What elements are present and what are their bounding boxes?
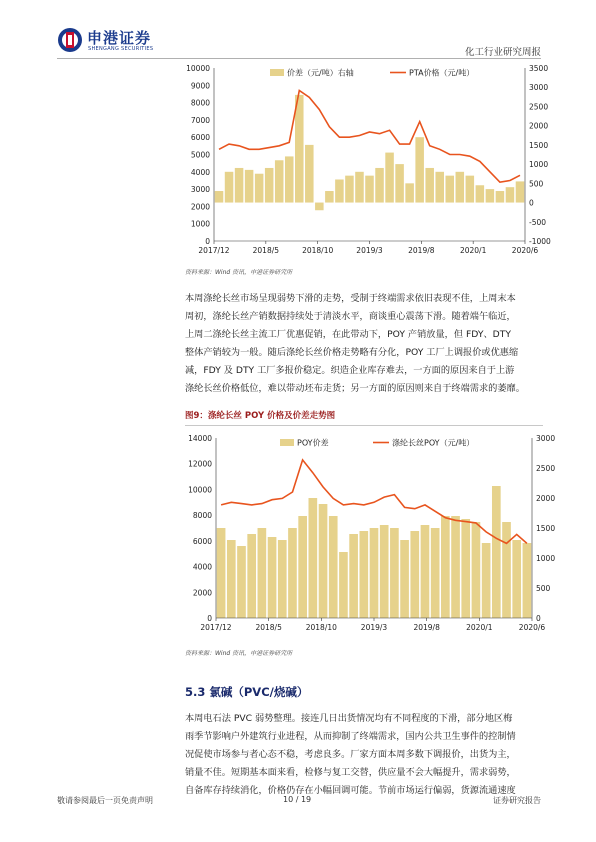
- left-tick-label: 4000: [190, 167, 210, 177]
- x-tick-label: 2020/6: [518, 623, 546, 632]
- spread-bar: [451, 516, 460, 618]
- pta-price-spread-chart: [180, 60, 560, 260]
- left-tick-label: 7000: [190, 115, 210, 125]
- left-tick-label: 14000: [188, 434, 212, 443]
- spread-bar: [215, 191, 224, 203]
- spread-bar: [375, 168, 384, 203]
- company-name: 申港证券: [87, 29, 152, 47]
- spread-bar: [217, 528, 226, 618]
- right-tick-label: 1500: [536, 524, 556, 533]
- poy-price-spread-chart: [180, 428, 560, 638]
- figure8-source: 资料来源：Wind 资讯，申港证券研究所: [185, 269, 293, 276]
- left-tick-label: 4000: [192, 562, 212, 572]
- paragraph-pvc: [185, 710, 545, 800]
- right-tick-label: 500: [536, 584, 551, 593]
- right-tick-label: 1500: [529, 140, 549, 150]
- spread-bar: [385, 153, 394, 203]
- left-tick-label: 2000: [190, 202, 210, 212]
- spread-bar: [247, 534, 256, 618]
- spread-bar: [355, 172, 364, 203]
- spread-bar: [482, 543, 491, 618]
- paragraph-polyester: [185, 290, 545, 398]
- figure9-title: 图9：涤纶长丝 POY 价格及价差走势图: [185, 411, 336, 421]
- legend-bar-swatch: [280, 439, 294, 446]
- right-tick-label: 0: [536, 614, 541, 623]
- spread-bar: [315, 203, 324, 211]
- text-line: 涤纶长丝价格低位，难以带动坯布走货；另一方面的原因则来自于终端需求的萎靡。: [185, 383, 525, 394]
- spread-bar: [512, 540, 521, 618]
- left-tick-label: 9000: [190, 81, 210, 91]
- x-tick-label: 2019/3: [360, 623, 388, 632]
- spread-bar: [425, 168, 434, 203]
- spread-bar: [235, 168, 244, 203]
- spread-bar: [370, 528, 379, 618]
- spread-bar: [325, 191, 334, 203]
- spread-bar: [288, 528, 297, 618]
- legend-bar-swatch: [270, 69, 284, 76]
- spread-bar: [329, 516, 338, 618]
- left-tick-label: 10000: [188, 485, 212, 495]
- page-number: 10 / 19: [283, 795, 312, 804]
- right-tick-label: 2000: [536, 494, 556, 503]
- footer-report-type: 证券研究报告: [493, 796, 541, 805]
- left-tick-label: 2000: [192, 588, 212, 598]
- x-tick-label: 2018/10: [302, 246, 334, 255]
- spread-bar: [496, 191, 505, 203]
- spread-bar: [400, 540, 409, 618]
- spread-bar: [395, 164, 404, 202]
- right-tick-label: 0: [529, 198, 534, 208]
- x-tick-label: 2019/3: [356, 246, 383, 255]
- spread-bar: [319, 504, 328, 618]
- right-tick-label: 2500: [536, 464, 556, 473]
- right-tick-label: 3000: [536, 434, 556, 443]
- right-tick-label: 1000: [529, 160, 549, 170]
- spread-bar: [245, 170, 254, 203]
- spread-bar: [349, 534, 358, 618]
- left-tick-label: 6000: [190, 133, 210, 143]
- spread-bar: [295, 95, 304, 203]
- x-tick-label: 2017/12: [198, 246, 230, 255]
- x-tick-label: 2020/1: [459, 246, 487, 255]
- text-line: 销量不佳。短期基本面来看，检修与复工交替，供应量不会大幅提升，需求弱势，: [185, 767, 516, 778]
- x-tick-label: 2018/10: [305, 623, 337, 632]
- right-tick-label: 3500: [529, 64, 549, 73]
- spread-bar: [268, 537, 277, 618]
- spread-bar: [309, 498, 318, 618]
- text-line: 雨季节影响户外建筑行业进程，从而抑制了终端需求，国内公共卫生事件的控制情: [185, 731, 516, 742]
- right-tick-label: -500: [529, 217, 547, 227]
- right-tick-label: 1000: [536, 554, 556, 563]
- spread-bar: [461, 519, 470, 618]
- right-tick-label: 500: [529, 179, 544, 189]
- spread-bar: [492, 486, 501, 618]
- spread-bar: [415, 137, 424, 202]
- spread-bar: [225, 172, 234, 203]
- left-tick-label: 3000: [190, 185, 210, 195]
- left-tick-label: 10000: [186, 64, 210, 73]
- x-tick-label: 2018/5: [252, 246, 280, 255]
- spread-bar: [472, 522, 481, 618]
- spread-bar: [227, 540, 236, 618]
- legend-line-label: PTA价格（元/吨）: [409, 68, 475, 78]
- price-line: [219, 91, 520, 183]
- right-tick-label: -1000: [529, 237, 551, 246]
- text-line: 本周电石法 PVC 弱势整理。接连几日出货情况均有不同程度的下滑，部分地区梅: [185, 713, 513, 724]
- spread-bar: [486, 189, 495, 202]
- report-type: 化工行业研究周报: [464, 47, 541, 58]
- spread-bar: [265, 168, 274, 203]
- text-line: 周初，涤纶长丝产销数据持续处于清淡水平，商谈重心震荡下滑。随着端午临近，: [185, 311, 516, 322]
- spread-bar: [435, 172, 444, 203]
- spread-bar: [305, 145, 314, 203]
- legend-line-label: 涤纶长丝POY（元/吨）: [392, 438, 475, 448]
- left-tick-label: 0: [207, 614, 212, 623]
- text-line: 上周二涤纶长丝主流工厂优惠促销，在此带动下，POY 产销放量，但 FDY、DTY: [185, 329, 511, 340]
- figure9-title-divider: [185, 425, 543, 426]
- spread-bar: [506, 187, 515, 202]
- left-tick-label: 0: [205, 237, 210, 246]
- left-tick-label: 8000: [192, 511, 212, 521]
- section-title: 5.3 氯碱（PVC/烧碱）: [185, 685, 309, 699]
- text-line: 整体产销较为一般。随后涤纶长丝价格走势略有分化，POY 工厂上调报价或优惠缩: [185, 347, 519, 358]
- spread-bar: [421, 525, 430, 618]
- spread-bar: [502, 522, 511, 618]
- spread-bar: [255, 174, 264, 203]
- text-line: 减，FDY 及 DTY 工厂多报价稳定。织造企业库存难去，一方面的原因来自于上游: [185, 365, 515, 376]
- spread-bar: [466, 176, 475, 203]
- right-tick-label: 2500: [529, 102, 549, 112]
- legend-bar-label: 价差（元/吨）右轴: [287, 68, 354, 78]
- spread-bar: [456, 172, 465, 203]
- left-tick-label: 12000: [188, 459, 212, 469]
- spread-bar: [476, 185, 485, 202]
- spread-bar: [431, 528, 440, 618]
- x-tick-label: 2019/8: [413, 623, 440, 632]
- text-line: 况促使市场参与者心态不稳，考虑良多。厂家方面本周多数下调报价，出货为主，: [185, 749, 516, 760]
- spread-bar: [405, 183, 414, 202]
- left-tick-label: 5000: [190, 150, 210, 160]
- spread-bar: [390, 528, 399, 618]
- company-logo-icon: [57, 27, 83, 53]
- spread-bar: [275, 160, 284, 202]
- footer-disclaimer: 敬请参阅最后一页免责声明: [57, 796, 153, 805]
- spread-bar: [523, 543, 532, 618]
- spread-bar: [298, 516, 307, 618]
- left-tick-label: 6000: [192, 536, 212, 546]
- company-name-en: SHENGANG SECURITIES: [88, 46, 154, 52]
- spread-bar: [237, 546, 246, 618]
- spread-bar: [335, 179, 344, 202]
- spread-bar: [339, 552, 348, 618]
- legend-bar-label: POY价差: [297, 438, 329, 448]
- x-tick-label: 2019/8: [408, 246, 435, 255]
- left-tick-label: 1000: [190, 219, 210, 229]
- spread-bar: [410, 531, 419, 618]
- spread-bar: [345, 176, 354, 203]
- spread-bar: [285, 156, 294, 202]
- spread-bar: [445, 176, 454, 203]
- header: [0, 0, 596, 62]
- spread-bar: [359, 531, 368, 618]
- spread-bar: [365, 176, 374, 203]
- x-tick-label: 2020/1: [466, 623, 493, 632]
- x-tick-label: 2018/5: [255, 623, 282, 632]
- text-line: 自备库存持续消化，价格仍存在小幅回调可能。节前市场运行偏弱，货源流通速度: [185, 785, 516, 796]
- spread-bar: [278, 540, 287, 618]
- spread-bar: [258, 528, 267, 618]
- header-divider: [57, 58, 541, 59]
- right-tick-label: 2000: [529, 121, 549, 131]
- spread-bar: [516, 181, 525, 202]
- left-tick-label: 8000: [190, 98, 210, 108]
- right-tick-label: 3000: [529, 83, 549, 93]
- spread-bar: [441, 516, 450, 618]
- x-tick-label: 2020/6: [511, 246, 539, 255]
- x-tick-label: 2017/12: [200, 623, 232, 632]
- text-line: 本周涤纶长丝市场呈现弱势下滑的走势，受制于终端需求依旧表现不佳，上周末本: [185, 293, 516, 304]
- figure9-source: 资料来源：Wind 资讯，申港证券研究所: [185, 650, 293, 657]
- spread-bar: [380, 525, 389, 618]
